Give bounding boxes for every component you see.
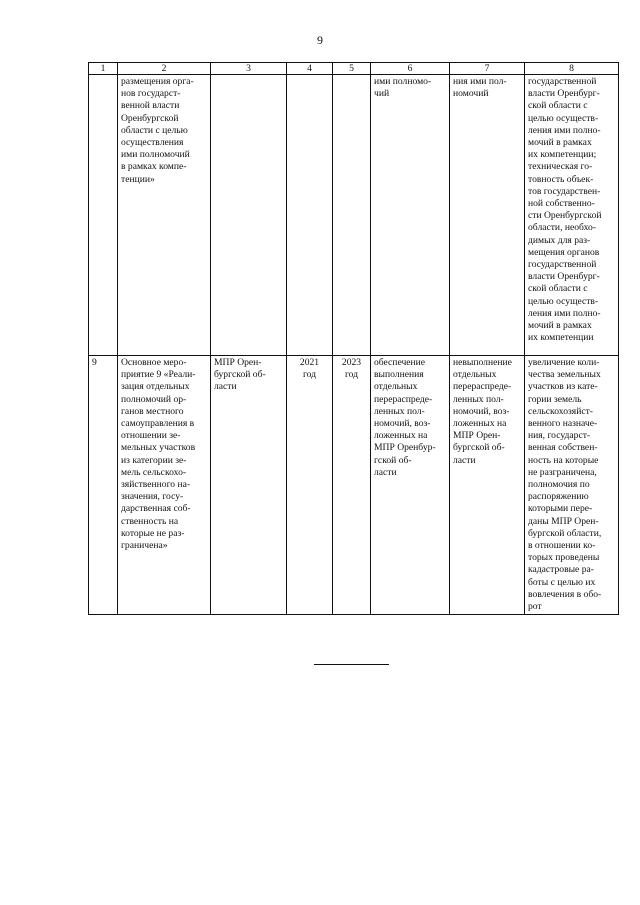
cell-executor	[211, 75, 287, 356]
cell-indicator-link: увеличение коли- чества земельных участков из кате- гории земель сельскохозяйст- венного назначе- ния, государст- венная собствен- ность на которые не разграничена, полномочия по распоряжению которыми пере- даны МПР Орен- бургской области, в отношении ко- торых проведены кадастровые ра- боты с целью их вовлечения в обо- рот	[525, 356, 619, 615]
cell-expected-result: ими полномо- чий	[371, 75, 450, 356]
cell-expected-result: обеспечение выполнения отдельных перераспреде- ленных пол- номочий, воз- ложенных на МПР Оренбур- гской об- ласти	[371, 356, 450, 615]
cell-executor: МПР Орен- бургской об- ласти	[211, 356, 287, 615]
cell-indicator-link: государственной власти Оренбург- ской области с целью осуществ- ления ими полно- мочий в рамках их компетенции; техническая го- товность объек- тов государствен- ной собственно- сти Оренбургской области, необхо- димых для раз- мещения органов государственной власти Оренбург- ской области с целью осуществ- ления ими полно- мочий в рамках их компетенции	[525, 75, 619, 356]
cell-consequences: ния ими пол- номочий	[450, 75, 525, 356]
cell-start-year	[287, 75, 333, 356]
cell-measure-name: Основное меро- приятие 9 «Реали- зация отдельных полномочий ор- ганов местного самоуправления в отношении зе- мельных участков из категории зе- мель сельскохо- зяйственного на- значения, госу- дарственная соб- ственность на которые не раз- граничена»	[118, 356, 211, 615]
cell-end-year	[333, 75, 371, 356]
column-number-6: 6	[371, 63, 450, 75]
cell-end-year: 2023 год	[333, 356, 371, 615]
column-number-2: 2	[118, 63, 211, 75]
table-row-measure-9	[89, 356, 619, 615]
column-number-1: 1	[89, 63, 118, 75]
column-number-7: 7	[450, 63, 525, 75]
measures-table	[88, 62, 619, 615]
column-number-5: 5	[333, 63, 371, 75]
column-number-8: 8	[525, 63, 619, 75]
cell-start-year: 2021 год	[287, 356, 333, 615]
column-number-4: 4	[287, 63, 333, 75]
end-divider-line	[314, 664, 389, 665]
cell-number	[89, 75, 118, 356]
cell-number: 9	[89, 356, 118, 615]
page-number: 9	[317, 33, 323, 47]
cell-measure-name: размещения орга- нов государст- венной власти Оренбургской области с целью осуществления ими полномочий в рамках компе- тенции»	[118, 75, 211, 356]
column-number-3: 3	[211, 63, 287, 75]
cell-consequences: невыполнение отдельных перераспреде- ленных пол- номочий, воз- ложенных на МПР Орен- бургской об- ласти	[450, 356, 525, 615]
column-number-row	[89, 63, 619, 75]
table-row-continuation	[89, 75, 619, 356]
